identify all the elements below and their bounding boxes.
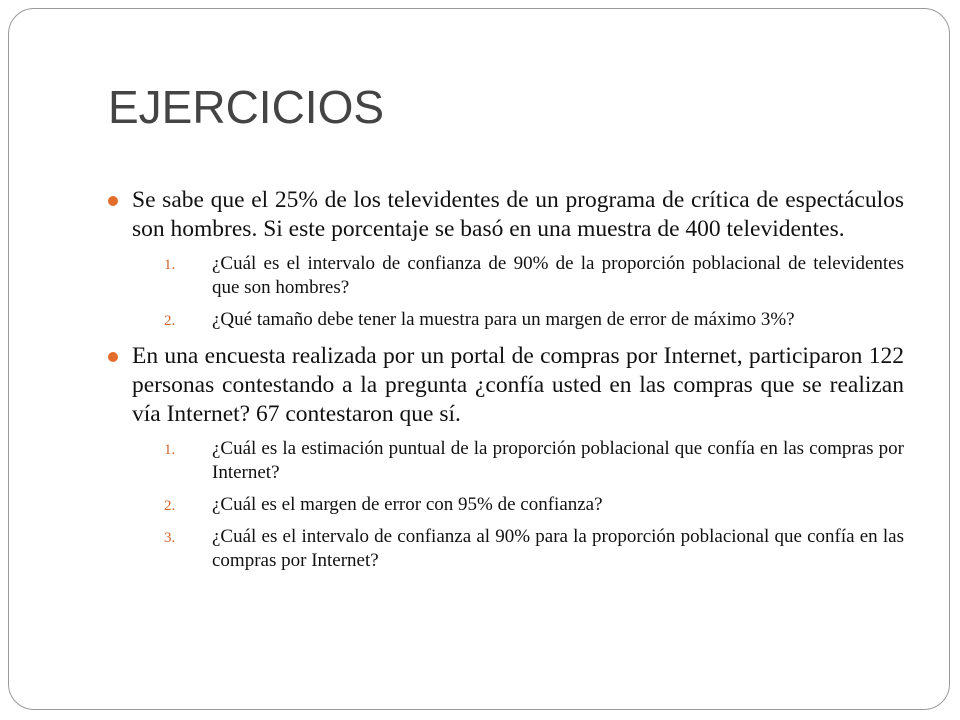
sub-item-text: ¿Qué tamaño debe tener la muestra para un margen de error de máximo 3%? (212, 309, 795, 330)
sub-item-2-2 (132, 493, 904, 517)
sub-item-1-1 (132, 252, 904, 300)
slide-title: EJERCICIOS (108, 81, 385, 133)
bullet-dot-icon (108, 352, 118, 362)
sub-item-number: 2. (164, 313, 176, 329)
sub-item-1-2 (132, 308, 904, 332)
sublist-2 (132, 437, 904, 573)
sub-item-number: 2. (164, 498, 176, 514)
bullet-text-2: En una encuesta realizada por un portal de compras por Internet, participaron 122 personas contestando a la pregunta ¿confía usted en las compras que se realizan vía Internet? 67 contestaron que sí. (132, 343, 904, 427)
bullet-text-1: Se sabe que el 25% de los televidentes de un programa de crítica de espectáculos son hombres. Si este porcentaje se basó en una muestra de 400 televidentes. (132, 187, 904, 242)
sub-item-text: ¿Cuál es el intervalo de confianza al 90% para la proporción poblacional que confía en las compras por Internet? (212, 526, 904, 571)
bullet-item-1 (108, 186, 904, 332)
sub-item-2-1 (132, 437, 904, 485)
bullet-item-2 (108, 342, 904, 573)
sub-item-number: 1. (164, 442, 176, 458)
sub-item-text: ¿Cuál es el margen de error con 95% de confianza? (212, 494, 603, 515)
sublist-1 (132, 252, 904, 332)
sub-item-number: 3. (164, 530, 176, 546)
sub-item-text: ¿Cuál es la estimación puntual de la proporción poblacional que confía en las compras por Internet? (212, 438, 904, 483)
sub-item-number: 1. (164, 257, 176, 273)
sub-item-2-3 (132, 525, 904, 573)
slide-content (108, 186, 904, 581)
bullet-dot-icon (108, 196, 118, 206)
sub-item-text: ¿Cuál es el intervalo de confianza de 90% de la proporción poblacional de televidentes que son hombres? (212, 253, 904, 298)
